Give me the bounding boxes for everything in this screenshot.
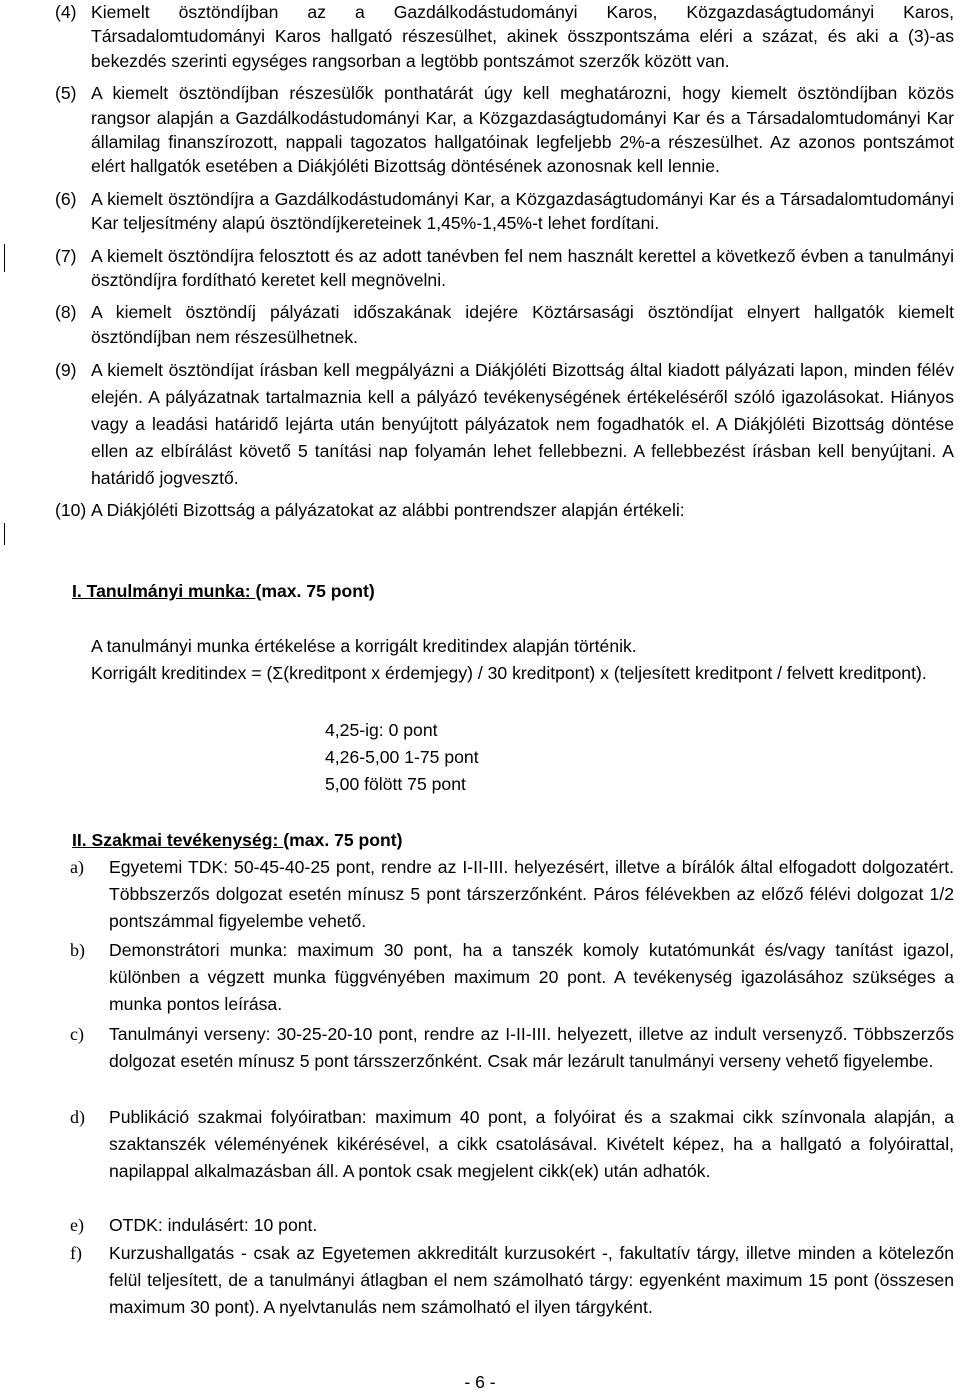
list-letter: e) xyxy=(70,1215,84,1235)
section-title: I. Tanulmányi munka: xyxy=(72,581,256,601)
list-letter: d) xyxy=(70,1107,85,1127)
list-item-f xyxy=(0,1240,954,1321)
section-max-points: (max. 75 pont) xyxy=(283,830,403,850)
list-text: OTDK: indulásért: 10 pont. xyxy=(109,1215,318,1235)
paragraph-number: (9) xyxy=(55,360,77,381)
section-title: II. Szakmai tevékenység: xyxy=(72,830,284,850)
paragraph-4 xyxy=(0,0,960,73)
paragraph-7 xyxy=(0,244,960,293)
paragraph-number: (6) xyxy=(55,188,77,209)
list-item-e xyxy=(0,1212,954,1239)
paragraph-text: A kiemelt ösztöndíjra felosztott és az adott tanévben fel nem használt kerettel a következő évben a tanulmányi ösztöndíjra fordítható keretet kell megnövelni. xyxy=(91,245,954,291)
score-row: 4,26-5,00 1-75 pont xyxy=(325,747,479,767)
list-text: Kurzushallgatás - csak az Egyetemen akkreditált kurzusokért -, fakultatív tárgy, illetve minden a kötelezőn felül teljesített, de a tanulmányi átlagban el nem számolható tárgy: egyenként maximum 15 pont (összesen maximum 30 pont). A nyelvtanulás nem számolható el ilyen tárgyként. xyxy=(109,1243,954,1317)
list-letter: b) xyxy=(70,940,85,960)
list-item-a xyxy=(0,854,954,935)
formula-line: Korrigált kreditindex = (Σ(kreditpont x érdemjegy) / 30 kreditpont) x (teljesített kreditpont / felvett kreditpont). xyxy=(91,663,927,683)
paragraph-text: A kiemelt ösztöndíj pályázati időszakának idejére Köztársasági ösztöndíjat elnyert hallgatók kiemelt ösztöndíjban nem részesülhetnek. xyxy=(91,302,954,347)
paragraph-number: (5) xyxy=(55,83,77,104)
list-text: Demonstrátori munka: maximum 30 pont, ha a tanszék komoly kutatómunkát és/vagy tanítást igazol, különben a végzett munka függvényében maximum 20 pont. A tevékenység igazolásához szükséges a munka pontos leírása. xyxy=(109,940,954,1014)
study-description xyxy=(91,633,954,687)
section-max-points: (max. 75 pont) xyxy=(255,581,375,601)
paragraph-9 xyxy=(0,357,960,492)
list-letter: c) xyxy=(70,1024,84,1044)
score-table xyxy=(325,717,479,798)
list-letter: a) xyxy=(70,857,84,877)
paragraph-6 xyxy=(0,187,960,236)
change-bar xyxy=(4,523,5,545)
page-number: - 6 - xyxy=(464,1372,496,1392)
numbered-paragraphs xyxy=(0,0,960,521)
list-text: Tanulmányi verseny: 30-25-20-10 pont, rendre az I-II-III. helyezett, illetve az indult versenyző. Többszerzős dolgozat esetén mínusz 5 pont társszerzőnként. Csak már lezárult tanulmányi verseny vehető figyelembe. xyxy=(109,1024,954,1071)
list-letter: f) xyxy=(70,1243,82,1263)
list-text: Egyetemi TDK: 50-45-40-25 pont, rendre az I-II-III. helyezésért, illetve a bírálók által elfogadott dolgozatért. Többszerzős dolgozat esetén mínusz 5 pont társzerzőnként. Páros félévekben az előző félévi dolgozat 1/2 pontszámmal figyelembe vehető. xyxy=(109,857,954,931)
section-heading-professional xyxy=(72,828,403,852)
paragraph-text: A kiemelt ösztöndíjat írásban kell megpályázni a Diákjóléti Bizottság által kiadott pályázati lapon, minden félév elején. A pályázatnak tartalmaznia kell a pályázó tevékenységének értékeléséről szóló igazolásokat. Hiányos vagy a leadási határidő lejárta után benyújtott pályázatok nem fogadhatók el. A Diákjóléti Bizottság döntése ellen az elbírálást követő 5 tanítási nap folyamán lehet fellebbezni. A fellebbezést írásban kell benyújtani. A határidő jogvesztő. xyxy=(91,360,954,489)
paragraph-number: (7) xyxy=(55,245,77,266)
list-item-d xyxy=(0,1104,954,1185)
list-item-b xyxy=(0,937,954,1018)
list-item-c xyxy=(0,1021,954,1075)
paragraph-8 xyxy=(0,300,960,349)
paragraph-text: A Diákjóléti Bizottság a pályázatokat az alábbi pontrendszer alapján értékeli: xyxy=(91,500,685,521)
score-row: 5,00 fölött 75 pont xyxy=(325,774,466,794)
paragraph-10 xyxy=(0,498,960,522)
paragraph-number: (10) xyxy=(55,500,87,521)
paragraph-number: (4) xyxy=(55,2,77,22)
section-heading-study xyxy=(72,579,375,603)
description-line: A tanulmányi munka értékelése a korrigált kreditindex alapján történik. xyxy=(91,636,637,656)
paragraph-text: Kiemelt ösztöndíjban az a Gazdálkodástudományi Karos, Közgazdaságtudományi Karos, Társadalomtudományi Karos hallgató részesülhet, akinek összpontszáma eléri a százat, és aki a (3)-as bekezdés szerinti egységes rangsorban a legtöbb pontszámot szerzők között van. xyxy=(91,2,954,71)
paragraph-number: (8) xyxy=(55,302,77,323)
paragraph-text: A kiemelt ösztöndíjban részesülők ponthatárát úgy kell meghatározni, hogy kiemelt ösztöndíjban közös rangsor alapján a Gazdálkodástudományi Kar, a Közgazdaságtudományi Kar és a Társadalomtudományi Kar államilag finanszírozott, nappali tagozatos hallgatóinak legfeljebb 2%-a részesülhet. Az azonos pontszámot elért hallgatók esetében a Diákjóléti Bizottság döntésének azonosnak kell lennie. xyxy=(91,83,954,177)
score-row: 4,25-ig: 0 pont xyxy=(325,720,438,740)
paragraph-5 xyxy=(0,81,960,179)
list-text: Publikáció szakmai folyóiratban: maximum 40 pont, a folyóirat és a szakmai cikk színvonala alapján, a szaktanszék véleményének kikérésével, a cikk csatolásával. Kivételt képez, ha a hallgató a folyóirattal, napilappal alkalmazásban áll. A pontok csak megjelent cikk(ek) után adhatók. xyxy=(109,1107,954,1181)
paragraph-text: A kiemelt ösztöndíjra a Gazdálkodástudományi Kar, a Közgazdaságtudományi Kar és a Társadalomtudományi Kar teljesítmény alapú ösztöndíjkereteinek 1,45%-1,45%-t lehet fordítani. xyxy=(91,188,954,234)
